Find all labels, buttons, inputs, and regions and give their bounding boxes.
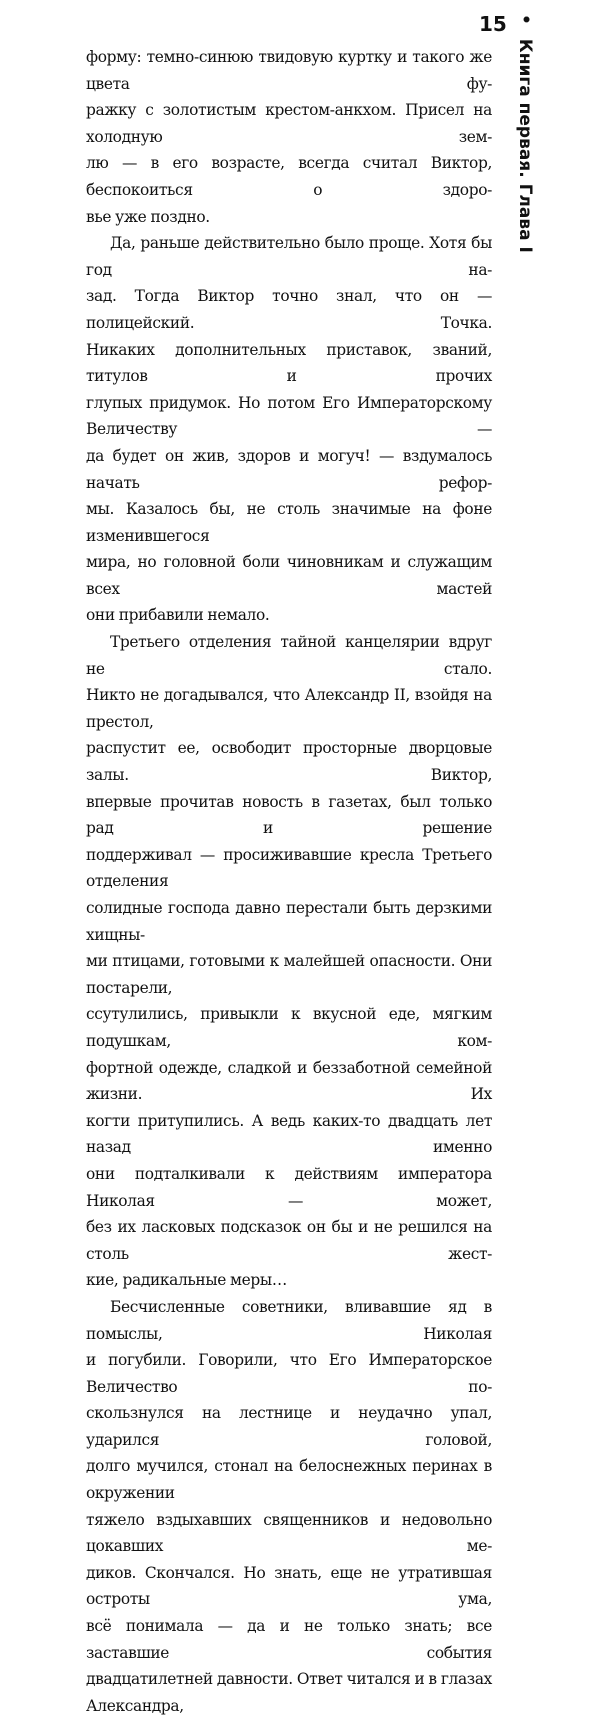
text-line: мира, но головной боли чиновникам и служащим всех мастей <box>86 553 492 598</box>
text-line: когти притупились. А ведь каких-то двадцать лет назад именно <box>86 1111 492 1157</box>
text-line: впервые прочитав новость в газетах, был только рад и решение <box>86 792 492 838</box>
text-line: Третьего отделения тайной канцелярии вдруг не стало. <box>86 633 492 678</box>
text-line: Никаких дополнительных приставок, званий, титулов и прочих <box>86 340 492 386</box>
text-line: солидные господа давно перестали быть дерзкими хищны- <box>86 899 492 944</box>
text-line: тяжело вздыхавших священников и недовольно цокавших ме- <box>86 1510 492 1556</box>
text-line: поддерживал — просиживавшие кресла Третьего отделения <box>86 845 492 891</box>
text-line: без их ласковых подсказок он бы и не решился на столь жест- <box>86 1218 492 1263</box>
text-line: глупых придумок. Но потом Его Императорскому Величеству — <box>86 393 492 439</box>
text-line: форму: темно-синюю твидовую куртку и такого же цвета фу- <box>86 48 492 93</box>
text-line: ми птицами, готовыми к малейшей опасности. Они постарели, <box>86 952 492 997</box>
text-line: да будет он жив, здоров и могуч! — вздумалось начать рефор- <box>86 446 492 492</box>
text-line: лю — в его возрасте, всегда считал Виктор, беспокоиться о здоро- <box>86 154 492 199</box>
text-line: долго мучился, стонал на белоснежных перинах в окружении <box>86 1457 492 1503</box>
text-line: Бесчисленные советники, вливавшие яд в помыслы, Николая <box>86 1297 492 1343</box>
text-line: они прибавили немало. <box>86 606 270 625</box>
text-line: скользнулся на лестнице и неудачно упал, ударился головой, <box>86 1404 492 1449</box>
text-line: диков. Скончался. Но знать, еще не утратившая остроты ума, <box>86 1563 492 1609</box>
text-line: всё понимала — да и не только знать; все заставшие события <box>86 1617 492 1662</box>
text-line: Да, раньше действительно было проще. Хотя бы год на- <box>86 234 492 279</box>
running-head <box>514 14 536 253</box>
text-line: и погубили. Говорили, что Его Императорское Величество по- <box>86 1351 492 1396</box>
text-line: ссутулились, привыкли к вкусной еде, мягким подушкам, ком- <box>86 1005 492 1050</box>
text-line: зад. Тогда Виктор точно знал, что он — полицейский. Точка. <box>86 287 492 332</box>
page-number: 15 <box>479 12 507 36</box>
text-line: кие, радикальные меры… <box>86 1271 287 1290</box>
text-line: вье уже поздно. <box>86 207 210 226</box>
text-line: ражку с золотистым крестом-анкхом. Присел на холодную зем- <box>86 101 492 146</box>
running-head-title: Книга первая. Глава I <box>515 38 535 253</box>
text-line: распустит ее, освободит просторные дворцовые залы. Виктор, <box>86 739 492 785</box>
body-text <box>86 44 492 1719</box>
running-head-bullet: • <box>515 14 535 25</box>
text-line: Никто не догадывался, что Александр II, взойдя на престол, <box>86 686 492 731</box>
text-line: мы. Казалось бы, не столь значимые на фоне изменившегося <box>86 500 492 545</box>
text-line: фортной одежде, сладкой и беззаботной семейной жизни. Их <box>86 1058 492 1104</box>
text-line: двадцатилетней давности. Ответ читался и в глазах Александра, <box>86 1670 492 1715</box>
text-line: они подталкивали к действиям императора Николая — может, <box>86 1164 492 1210</box>
